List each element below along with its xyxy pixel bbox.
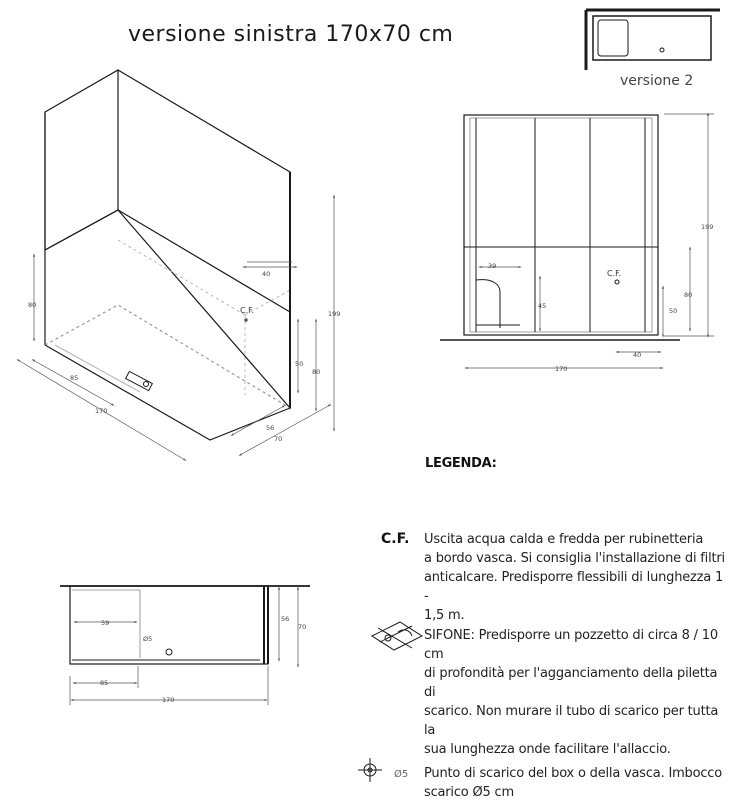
front-outer-frame [464,115,658,335]
front-view [440,115,680,340]
iso-dim-170: 170 [95,407,108,415]
front-dim-45: 45 [538,302,547,310]
front-dim-39: 39 [488,262,497,270]
front-cf-icon [615,280,619,284]
iso-dim-70: 70 [274,435,283,443]
plan-dim-70: 70 [298,623,307,631]
front-cf-label: C.F. [607,269,621,278]
plan-dim-170: 170 [162,696,175,704]
iso-dim-56: 56 [266,424,275,432]
front-dim-170: 170 [555,365,568,373]
plan-drain-icon [166,649,172,655]
front-dim-40: 40 [633,351,642,359]
iso-drain-icon [144,382,149,387]
plan-dim-drain: Ø5 [143,635,153,643]
iso-dim-50: 50 [295,360,304,368]
front-dim-199: 199 [701,223,714,231]
legend-drain-symbol-label: Ø5 [394,769,409,780]
variant-thumbnail [586,10,720,70]
iso-dim-85: 85 [70,374,79,382]
iso-dim-40: 40 [262,270,271,278]
plan-view [60,586,310,664]
plan-outline [70,586,268,664]
iso-cf-label: C.F. [240,306,254,315]
siphon-icon [372,622,422,650]
iso-dim-80-left: 80 [28,301,37,309]
front-dim-80: 80 [684,291,693,299]
variant-caption: versione 2 [620,73,694,89]
legend-siphon-text: SIFONE: Predisporre un pozzetto di circa 8 / 10 cm di profondità per l'agganciamento della piletta di scarico. Non murare il tubo di scarico per tutta la sua lunghezza onde facilitare l'allaccio. [424,628,719,757]
legend-drain-text: Punto di scarico del box o della vasca. Imbocco scarico Ø5 cm [424,766,722,800]
isometric-view [45,70,290,440]
plan-dim-59: 59 [101,619,110,627]
legend-cf-key: C.F. [381,531,410,547]
iso-dim-80-right: 80 [312,368,321,376]
front-dim-50: 50 [669,307,678,315]
drain-point-icon [358,758,382,782]
legend-cf-text: Uscita acqua calda e fredda per rubinetteria a bordo vasca. Si consiglia l'installazione di filtri anticalcare. Predisporre flessibili di lunghezza 1 - 1,5 m. [424,532,725,623]
legend-heading: LEGENDA: [425,456,497,471]
iso-dim-199: 199 [328,310,341,318]
plan-dim-85: 85 [100,679,109,687]
plan-dim-56: 56 [281,615,290,623]
page-title: versione sinistra 170x70 cm [128,22,454,47]
